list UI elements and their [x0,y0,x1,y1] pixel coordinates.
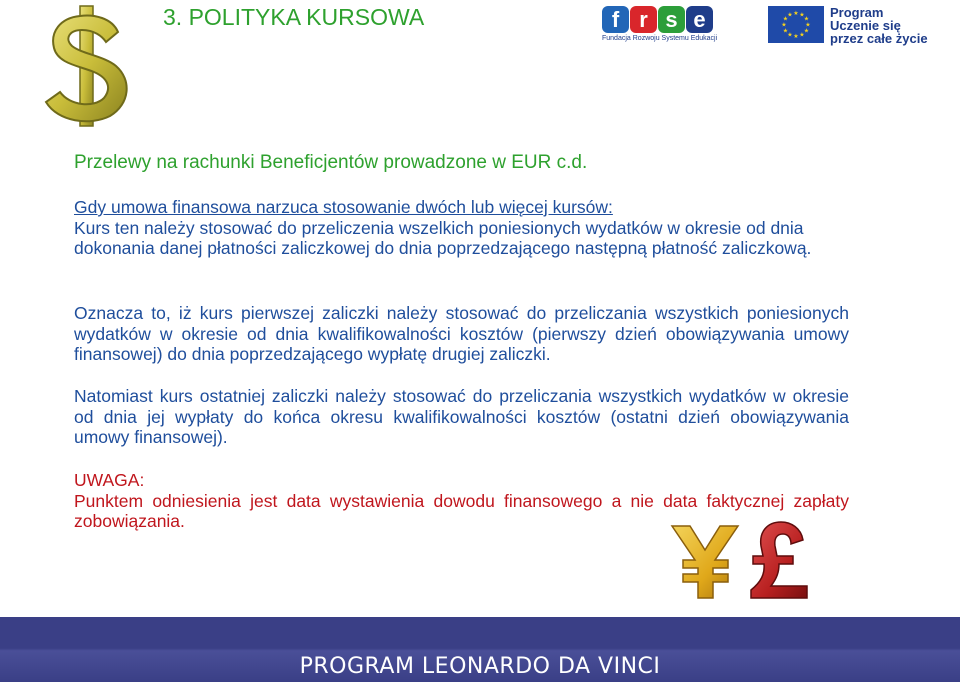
svg-text:★: ★ [799,31,805,39]
slide-subtitle: Przelewy na rachunki Beneficjentów prowadzone w EUR c.d. [74,152,588,173]
program-logo-line1: Program [830,5,884,20]
footer-text: PROGRAM LEONARDO DA VINCI [299,654,661,679]
frse-letter-f: f [602,6,629,33]
svg-text:★: ★ [782,27,789,35]
warning-text: Punktem odniesienia jest data wystawienia dowodu finansowego a nie data faktycznej zapłaty zobowiązania. [74,490,849,531]
page-title: 3. POLITYKA KURSOWA [163,4,425,30]
program-logo [768,6,938,46]
svg-text:★: ★ [787,11,793,19]
program-logo-text [830,6,928,45]
pound-icon [743,520,813,600]
frse-letter-s: s [658,6,685,33]
program-logo-line3: przez całe życie [830,31,928,46]
svg-text:★: ★ [793,33,799,40]
svg-text:★: ★ [799,11,805,19]
svg-text:★: ★ [805,21,811,29]
paragraph-lead: Gdy umowa finansowa narzuca stosowanie dwóch lub więcej kursów: [74,197,613,217]
svg-text:★: ★ [793,10,799,17]
dollar-icon [32,2,142,130]
paragraph-last-advance: Natomiast kurs ostatniej zaliczki należy stosować do przeliczania wszystkich wydatków w okresie od dnia jej wypłaty do końca okresu kwalifikowalności kosztów (ostatni dzień obowiązywania umowy finansowej). [74,386,849,447]
warning-label: UWAGA: [74,470,145,490]
frse-caption: Fundacja Rozwoju Systemu Edukacji [602,35,718,42]
paragraph-first-advance: Oznacza to, iż kurs pierwszej zaliczki należy stosować do przeliczania wszystkich poniesionych wydatków w okresie od dnia kwalifikowalności kosztów (pierwszy dzień obowiązywania umowy finansowej) do dnia poprzedzającego wypłatę drugiej zaliczki. [74,303,849,364]
svg-text:★: ★ [787,31,793,39]
svg-text:★: ★ [803,15,810,23]
svg-text:★: ★ [803,27,810,35]
frse-logo [602,6,718,48]
paragraph-multiple-rates [74,197,849,259]
frse-letter-e: e [686,6,713,33]
paragraph-body: Kurs ten należy stosować do przeliczenia wszelkich poniesionych wydatków w okresie od dnia dokonania danej płatności zaliczkowej do dnia poprzedzającego następną płatność zaliczkową. [74,217,812,258]
svg-text:★: ★ [781,21,787,29]
svg-text:★: ★ [782,15,789,23]
program-logo-line2: Uczenie się [830,18,901,33]
yen-icon [668,520,743,600]
eu-flag-icon [768,6,824,43]
frse-letter-r: r [630,6,657,33]
